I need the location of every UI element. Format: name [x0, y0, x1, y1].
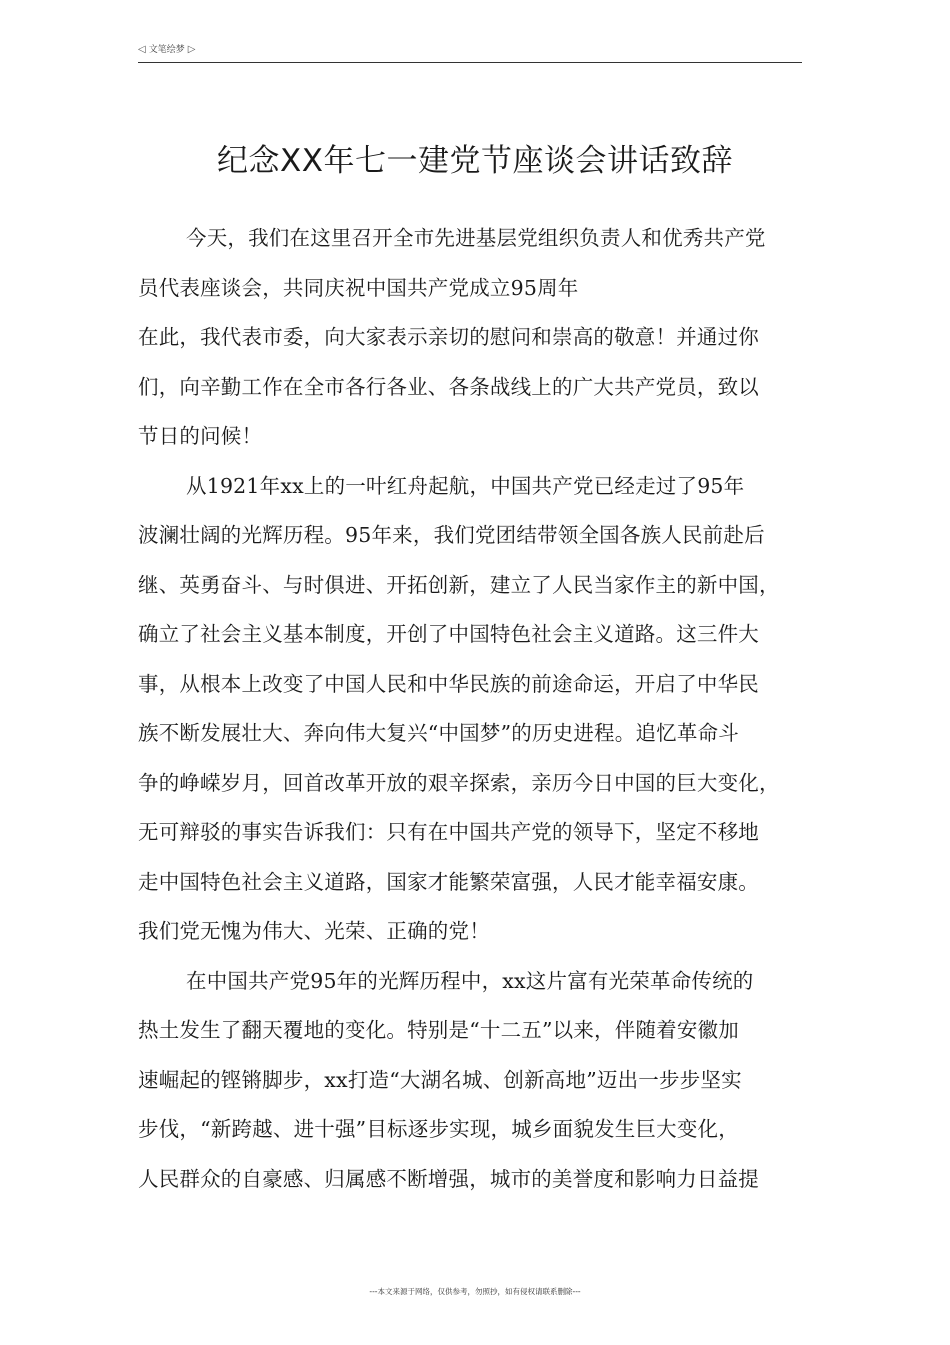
paragraph-1-line-2: 员代表座谈会，共同庆祝中国共产党成立95周年 — [138, 275, 579, 300]
document-body — [138, 214, 810, 1204]
paragraph-3-line-4: 步伐，“新跨越、进十强”目标逐步实现，城乡面貌发生巨大变化， — [138, 1117, 739, 1141]
paragraph-1-line-5: 节日的问候！ — [138, 424, 263, 448]
paragraph-2-line-5: 事，从根本上改变了中国人民和中华民族的前途命运，开启了中华民 — [138, 671, 759, 696]
paragraph-1-line-4: 们，向辛勤工作在全市各行各业、各条战线上的广大共产党员，致以 — [138, 374, 759, 399]
paragraph-1-line-3: 在此，我代表市委，向大家表示亲切的慰问和崇高的敬意！并通过你 — [138, 325, 759, 349]
right-triangle-icon: ▷ — [187, 44, 196, 55]
paragraph-1-line-1: 今天，我们在这里召开全市先进基层党组织负责人和优秀共产党 — [186, 226, 766, 250]
header-brand: 文笔绘梦 — [148, 45, 185, 55]
paragraph-2-line-9: 走中国特色社会主义道路，国家才能繁荣富强，人民才能幸福安康。 — [138, 869, 759, 894]
paragraph-3-line-1: 在中国共产党95年的光辉历程中，xx这片富有光荣革命传统的 — [186, 968, 754, 993]
paragraph-3-line-5: 人民群众的自豪感、归属感不断增强，城市的美誉度和影响力日益提 — [138, 1166, 759, 1191]
page-footer: ---本文来源于网络，仅供参考，勿照抄，如有侵权请联系删除--- — [369, 1287, 581, 1296]
paragraph-2-line-7: 争的峥嵘岁月，回首改革开放的艰辛探索，亲历今日中国的巨大变化， — [138, 770, 780, 795]
paragraph-3-line-2: 热土发生了翻天覆地的变化。特别是“十二五”以来，伴随着安徽加 — [138, 1018, 739, 1042]
left-triangle-icon: ◁ — [138, 44, 146, 55]
page-header — [138, 44, 802, 63]
paragraph-2-line-3: 继、英勇奋斗、与时俱进、开拓创新，建立了人民当家作主的新中国， — [138, 572, 780, 597]
paragraph-3-line-3: 速崛起的铿锵脚步，xx打造“大湖名城、创新高地”迈出一步步坚实 — [138, 1067, 742, 1092]
paragraph-2-line-6: 族不断发展壮大、奔向伟大复兴“中国梦”的历史进程。追忆革命斗 — [138, 721, 739, 745]
paragraph-2-line-2: 波澜壮阔的光辉历程。95年来，我们党团结带领全国各族人民前赴后 — [138, 523, 765, 547]
document-title: 纪念XX年七一建党节座谈会讲话致辞 — [217, 142, 733, 179]
paragraph-2-line-10: 我们党无愧为伟大、光荣、正确的党！ — [138, 919, 490, 943]
paragraph-2-line-8: 无可辩驳的事实告诉我们：只有在中国共产党的领导下，坚定不移地 — [138, 820, 759, 844]
paragraph-2-line-1: 从1921年xx上的一叶红舟起航，中国共产党已经走过了95年 — [186, 473, 745, 498]
paragraph-2-line-4: 确立了社会主义基本制度，开创了中国特色社会主义道路。这三件大 — [138, 622, 759, 646]
